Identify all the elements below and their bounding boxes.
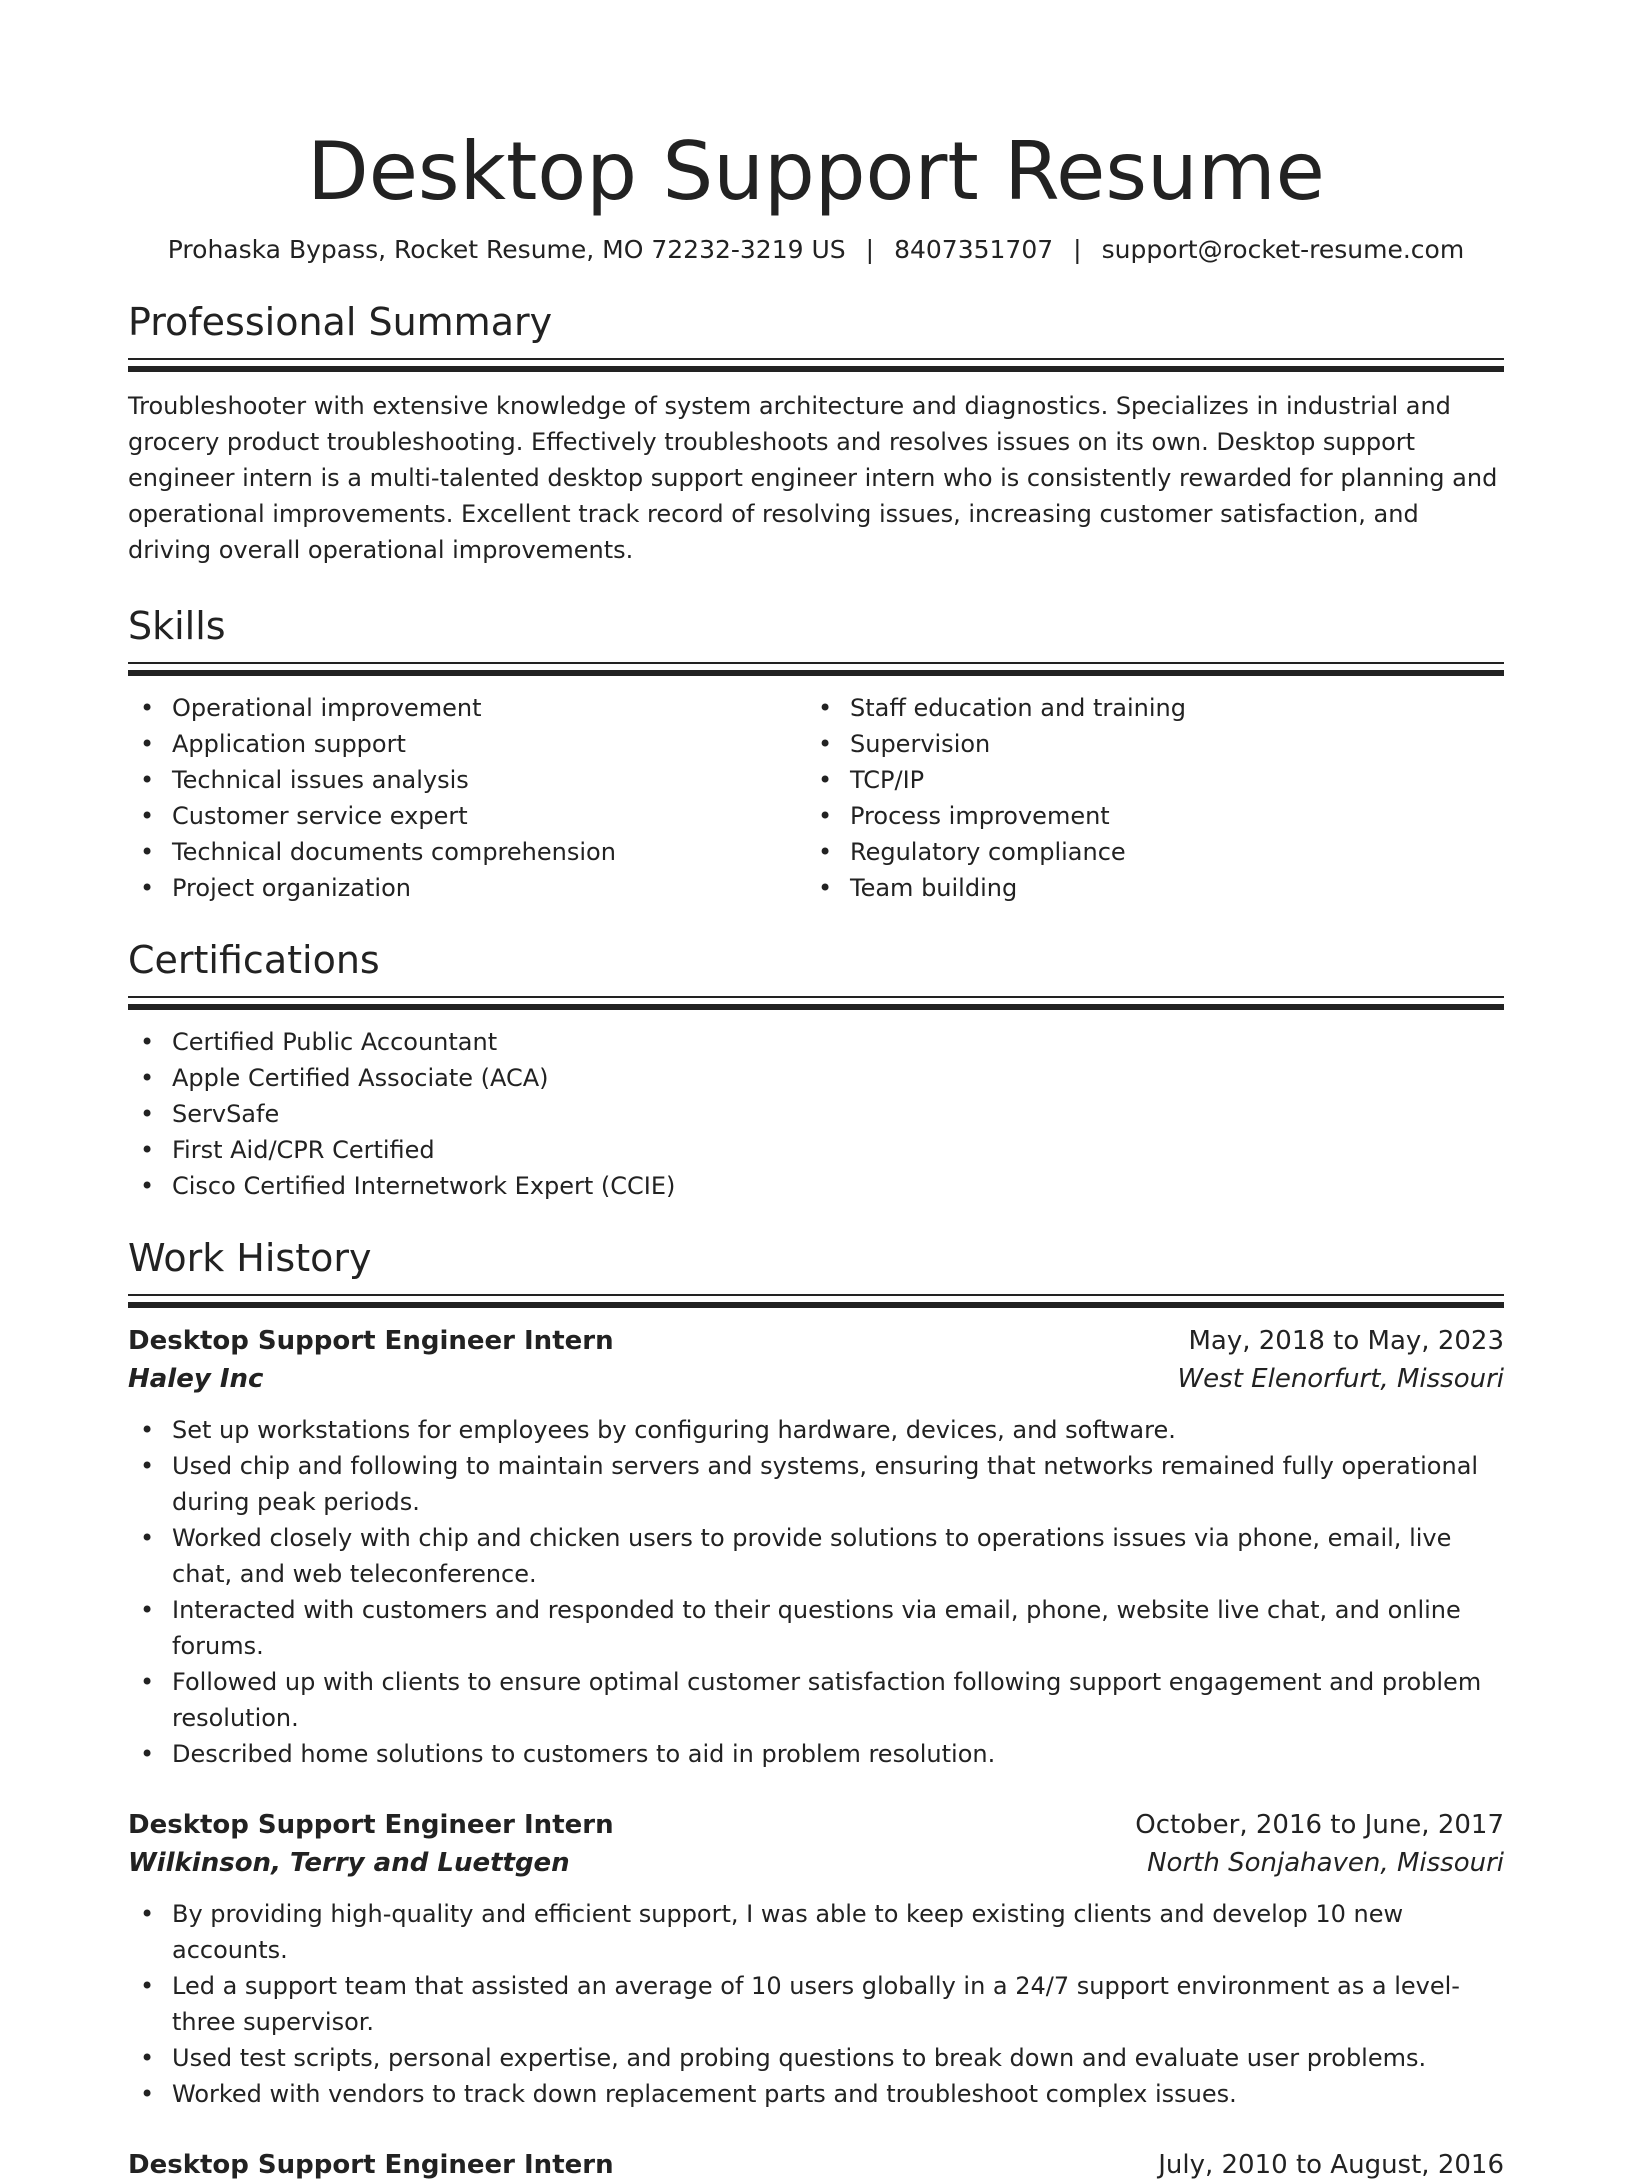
certification-item: • Cisco Certified Internetwork Expert (CCIE) — [128, 1168, 1504, 1204]
section-heading-work-history: Work History — [128, 1236, 372, 1280]
bullet-icon: • — [140, 1900, 155, 1928]
contact-separator: | — [865, 235, 875, 264]
job-duty-item: • Led a support team that assisted an average of 10 users globally in a 24/7 support environment as a level-three supervisor. — [128, 1968, 1504, 2040]
divider — [128, 670, 1504, 676]
skills-section — [128, 602, 1504, 906]
bullet-icon: • — [818, 802, 833, 830]
bullet-icon: • — [140, 874, 155, 902]
skill-item: • Technical issues analysis — [128, 762, 806, 798]
contact-separator: | — [1073, 235, 1082, 264]
bullet-icon: • — [818, 838, 833, 866]
work-history-section — [128, 1234, 1504, 2184]
skill-item: • Application support — [128, 726, 806, 762]
job-duties-list — [128, 1896, 1504, 2112]
divider — [128, 996, 1504, 998]
job-header-row — [128, 2146, 1504, 2184]
bullet-icon: • — [140, 766, 155, 794]
job-location: North Sonjahaven, Missouri — [1147, 1848, 1504, 1878]
divider — [128, 1294, 1504, 1296]
contact-line — [128, 232, 1504, 268]
section-heading-skills: Skills — [128, 604, 226, 648]
job-company: Haley Inc — [128, 1364, 264, 1394]
bullet-icon: • — [140, 1452, 155, 1480]
bullet-icon: • — [140, 1668, 155, 1696]
job-title: Desktop Support Engineer Intern — [128, 1810, 614, 1840]
certification-item: • First Aid/CPR Certified — [128, 1132, 1504, 1168]
bullet-icon: • — [818, 766, 833, 794]
contact-address: Prohaska Bypass, Rocket Resume, MO 72232-3219 US — [167, 235, 846, 264]
certifications-list — [128, 1024, 1504, 1204]
job-dates: May, 2018 to May, 2023 — [1188, 1326, 1504, 1356]
bullet-icon: • — [818, 694, 833, 722]
bullet-icon: • — [140, 1100, 155, 1128]
bullet-icon: • — [140, 802, 155, 830]
job-duty-item: • Worked with vendors to track down replacement parts and troubleshoot complex issues. — [128, 2076, 1504, 2112]
bullet-icon: • — [140, 1136, 155, 1164]
job-dates: October, 2016 to June, 2017 — [1135, 1810, 1504, 1840]
summary-section — [128, 298, 1504, 568]
bullet-icon: • — [140, 1416, 155, 1444]
divider — [128, 1004, 1504, 1010]
skill-item: • Technical documents comprehension — [128, 834, 806, 870]
skill-item: • TCP/IP — [806, 762, 1484, 798]
contact-phone: 8407351707 — [894, 235, 1054, 264]
bullet-icon: • — [140, 2044, 155, 2072]
job-duty-item: • Interacted with customers and responded to their questions via email, phone, website live chat, and online forums. — [128, 1592, 1504, 1664]
job-entry — [128, 1322, 1504, 1772]
contact-email[interactable]: support@rocket-resume.com — [1101, 235, 1465, 264]
bullet-icon: • — [140, 1028, 155, 1056]
job-entry — [128, 1806, 1504, 2112]
job-duty-item: • Followed up with clients to ensure optimal customer satisfaction following support engagement and problem resolution. — [128, 1664, 1504, 1736]
divider — [128, 662, 1504, 664]
summary-text: Troubleshooter with extensive knowledge of system architecture and diagnostics. Specializes in industrial and grocery product troubleshooting. Effectively troubleshoots and resolves issues on its own. Desktop support engineer intern is a multi-talented desktop support engineer intern who is consistently rewarded for planning and operational improvements. Excellent track record of resolving issues, increasing customer satisfaction, and driving overall operational improvements. — [128, 392, 1498, 564]
job-duty-item: • Used chip and following to maintain servers and systems, ensuring that networks remained fully operational during peak periods. — [128, 1448, 1504, 1520]
resume-title: Desktop Support Resume — [307, 125, 1325, 218]
resume-page — [128, 0, 1504, 2184]
skill-item: • Project organization — [128, 870, 806, 906]
skill-item: • Operational improvement — [128, 690, 806, 726]
skill-item: • Regulatory compliance — [806, 834, 1484, 870]
job-dates: July, 2010 to August, 2016 — [1158, 2150, 1504, 2180]
skill-item: • Process improvement — [806, 798, 1484, 834]
skill-item: • Supervision — [806, 726, 1484, 762]
bullet-icon: • — [140, 730, 155, 758]
skill-item: • Team building — [806, 870, 1484, 906]
certification-item: • Certified Public Accountant — [128, 1024, 1504, 1060]
job-subheader-row — [128, 1360, 1504, 1398]
certifications-section — [128, 936, 1504, 1204]
bullet-icon: • — [818, 730, 833, 758]
bullet-icon: • — [140, 1172, 155, 1200]
certification-item: • ServSafe — [128, 1096, 1504, 1132]
section-heading-certifications: Certifications — [128, 938, 380, 982]
skills-list-right — [806, 690, 1484, 906]
bullet-icon: • — [140, 694, 155, 722]
bullet-icon: • — [140, 838, 155, 866]
job-duty-item: • Set up workstations for employees by configuring hardware, devices, and software. — [128, 1412, 1504, 1448]
job-company: Wilkinson, Terry and Luettgen — [128, 1848, 570, 1878]
divider — [128, 1302, 1504, 1308]
bullet-icon: • — [140, 1596, 155, 1624]
job-title: Desktop Support Engineer Intern — [128, 1326, 614, 1356]
job-entry — [128, 2146, 1504, 2184]
job-duties-list — [128, 1412, 1504, 1772]
job-duty-item: • Worked closely with chip and chicken users to provide solutions to operations issues via phone, email, live chat, and web teleconference. — [128, 1520, 1504, 1592]
job-duty-item: • Described home solutions to customers to aid in problem resolution. — [128, 1736, 1504, 1772]
section-heading-summary: Professional Summary — [128, 300, 553, 344]
bullet-icon: • — [818, 874, 833, 902]
skills-list-left — [128, 690, 806, 906]
job-subheader-row — [128, 1844, 1504, 1882]
job-duty-item: • Used test scripts, personal expertise, and probing questions to break down and evaluate user problems. — [128, 2040, 1504, 2076]
divider — [128, 366, 1504, 372]
job-duty-item: • By providing high-quality and efficient support, I was able to keep existing clients and develop 10 new accounts. — [128, 1896, 1504, 1968]
job-header-row — [128, 1322, 1504, 1360]
job-title: Desktop Support Engineer Intern — [128, 2150, 614, 2180]
bullet-icon: • — [140, 1740, 155, 1768]
certification-item: • Apple Certified Associate (ACA) — [128, 1060, 1504, 1096]
job-location: West Elenorfurt, Missouri — [1177, 1364, 1504, 1394]
bullet-icon: • — [140, 1972, 155, 2000]
bullet-icon: • — [140, 2080, 155, 2108]
bullet-icon: • — [140, 1524, 155, 1552]
bullet-icon: • — [140, 1064, 155, 1092]
skill-item: • Customer service expert — [128, 798, 806, 834]
skill-item: • Staff education and training — [806, 690, 1484, 726]
divider — [128, 358, 1504, 360]
job-header-row — [128, 1806, 1504, 1844]
skills-columns — [128, 690, 1504, 906]
